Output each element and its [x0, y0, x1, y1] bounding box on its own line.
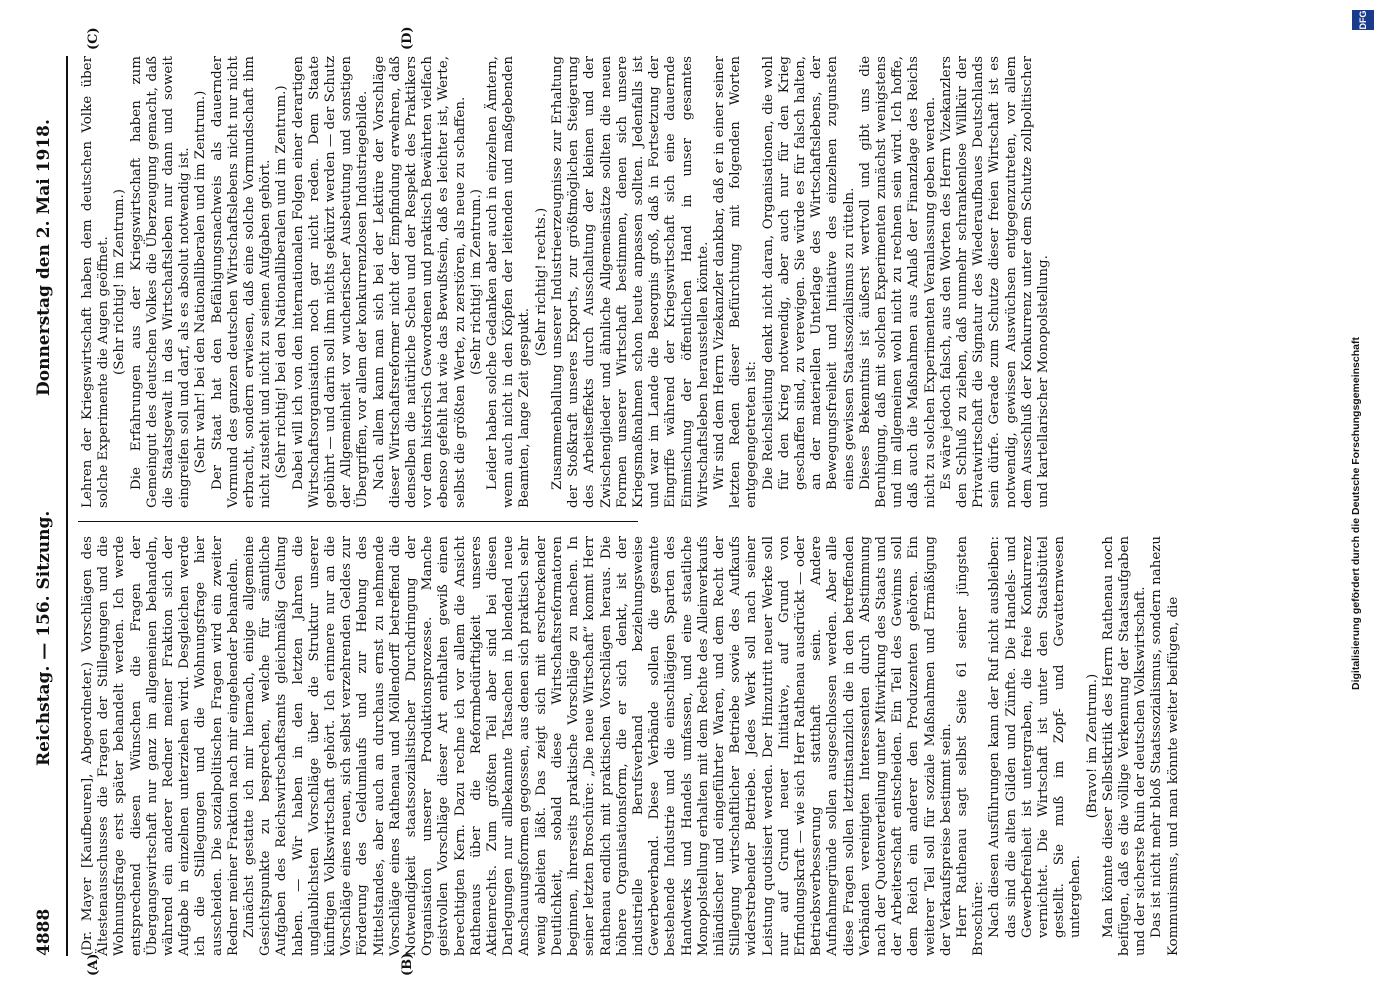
page-header: [30, 56, 68, 956]
paragraph: (Dr. Mayer [Kaufbeuren], Abgeordneter.) Vorschlägen des Ältestenausschusses die Fragen der Stillegungen und die Wohnungsfrage erst später behandelt werden. Ich werde entsprechend diesen Wünschen die Fragen der Übergangswirtschaft nur ganz im allgemeinen behandeln, während ein anderer Redner meiner Fraktion sich der Aufgabe in einzelnen unterziehen wird. Desgleichen werde ich die Stillegungen und die Wohnungsfrage hier ausscheiden. Die sozialpolitischen Fragen wird ein zweiter Redner meiner Fraktion nach mir eingehender behandeln.: [80, 536, 241, 956]
digitization-credit: Digitalisierung gefördert durch die Deutsche Forschungsgemeinschaft: [1350, 337, 1362, 690]
paragraph: Der Staat hat den Befähigungsnachweis als dauernder Vormund des ganzen deutschen Wirtschaftslebens nicht nur nicht erbracht, sondern erwiesen, daß eine solche Vormundschaft ihm nicht zusteht und nicht zu seinen Aufgaben gehört.: [209, 56, 274, 508]
right-text-column: [80, 55, 1051, 508]
column-divider: [78, 521, 638, 522]
margin-mark-d: (D): [400, 26, 415, 50]
interjection: (Sehr wahr! bei den Nationalliberalen und im Zentrum.): [193, 90, 209, 474]
interjection: (Sehr richtig! im Zentrum.): [112, 189, 128, 375]
margin-mark-b: (B): [400, 952, 415, 976]
paragraph: Nach allem kann man sich bei der Lektüre der Vorschläge dieser Wirtschaftsreformer nicht der Empfindung erwehren, daß denselben die natürliche Scheu und der Respekt des Praktikers vor dem historisch Gewordenen und praktisch Bewährten vielfach ebenso gefehlt hat wie das Bewußtsein, daß es leichter ist, Werte, selbst die größten Werte, zu zerstören, als neue zu schaffen.: [371, 56, 468, 508]
margin-mark-c: (C): [86, 27, 101, 50]
paragraph: Dabei will ich von den internationalen Folgen einer derartigen Wirtschaftsorganisation noch gar nicht reden. Dem Staate gebührt — und darin soll ihm nichts gekürzt werden — der Schutz der Allgemeinheit vor wucherischer Ausbeutung und sonstigen Übergriffen, vor allem der konkurrenzlosen Industriegebilde.: [290, 55, 371, 508]
left-text-column: [80, 536, 1181, 956]
paragraph: Herr Rathenau sagt selbst Seite 61 seiner jüngsten Broschüre:: [954, 536, 987, 956]
page-number: 4888: [34, 908, 54, 956]
interjection: (Sehr richtig! rechts.): [533, 207, 549, 357]
paragraph: Dieses Bekenntnis ist äußerst wertvoll und gibt uns die Beruhigung, daß mit solchen Experimenten zunächst wenigstens und im allgemeinen wohl nicht zu rechnen sein wird. Ich hoffe, daß auch die Maßnahmen aus Anlaß der Finanzlage des Reichs nicht zu solchen Experimenten Veranlassung geben werden.: [857, 56, 938, 508]
paragraph: Wir sind dem Herrn Vizekanzler dankbar, daß er in einer seiner letzten Reden dieser Befürchtung mit folgenden Worten entgegengetreten ist:: [711, 56, 760, 508]
block-quote: Nach diesen Ausführungen kann der Ruf nicht ausbleiben: das sind die alten Gilden und Zünfte. Die Handels- und Gewerbefreiheit ist untergraben, die freie Konkurrenz vernichtet. Die Wirtschaft ist unter den Staatsbüttel gestellt. Sie muß im Zopf- und Gevatternwesen untergehen.: [987, 536, 1084, 938]
paragraph: Lehren der Kriegswirtschaft haben dem deutschen Volke über solche Experimente die Augen geöffnet.: [80, 56, 112, 508]
interjection: (Sehr richtig! im Zentrum.): [468, 189, 484, 375]
paragraph: Zusammenballung unserer Industrieerzeugnisse zur Erhaltung der Stoßkraft unseres Exports, zur größtmöglichen Steigerung des Arbeitseffekts durch Ausschaltung der kleinen und der Zwischenglieder und ähnliche Allgemeinsätze sollten die neuen Formen unserer Wirtschaft bestimmen, denen sich unsere Kriegsmaßnahmen schon heute anpassen sollten. Jedenfalls ist und war im Lande die Besorgnis groß, daß in Fortsetzung der Eingriffe während der Kriegswirtschaft sich eine dauernde Einmischung der öffentlichen Hand in unser gesamtes Wirtschaftsleben herausstellen könnte.: [549, 56, 711, 508]
paragraph: Die Erfahrungen aus der Kriegswirtschaft haben zum Gemeingut des deutschen Volkes die Überzeugung gemacht, daß die Staatsgewalt in das Wirtschaftsleben nur dann und soweit eingreifen soll und darf, als es absolut notwendig ist.: [128, 56, 193, 508]
margin-mark-a: (A): [86, 953, 101, 976]
interjection: (Sehr richtig! bei den Nationalliberalen und im Zentrum.): [274, 85, 290, 479]
paragraph: Es wäre jedoch falsch, aus den Worten des Herrn Vizekanzlers den Schluß zu ziehen, daß nunmehr schrankenlose Willkür der Privatwirtschaft die Signatur des Wiederaufbaues Deutschlands sein dürfe. Gerade zum Schutze dieser freien Wirtschaft ist es notwendig, gewissen Auswüchsen entgegenzutreten, vor allem dem Ausschluß der Konkurrenz unter dem Schutze zollpolitischer und kartellarischer Monopolstellung.: [938, 56, 1051, 508]
paragraph: Man könnte dieser Selbstkritik des Herrn Rathenau noch beifügen, daß es die völlige Verkennung der Staatsaufgaben und der sicherste Ruin der deutschen Volkswirtschaft.: [1100, 536, 1149, 956]
paragraph: Das ist nicht mehr bloß Staatssozialismus, sondern nahezu Kommunismus, und man könnte weiter beifügen, die: [1149, 536, 1181, 956]
paragraph: Zunächst gestatte ich mir hiernach, einige allgemeine Gesichtspunkte zu besprechen, welche für sämtliche Aufgaben des Reichswirtschaftsamts gleichmäßig Geltung haben. — Wir haben in den letzten Jahren die unglaublichsten Vorschläge über die Struktur unserer künftigen Volkswirtschaft gehört. Ich erinnere nur an die Vorschläge eines neuen, sich selbst verzehrenden Geldes zur Förderung des Geldumlaufs und zur Hebung des Mittelstandes, aber auch an durchaus ernst zu nehmende Vorschläge eines Rathenau und Möllendorff betreffend die Notwendigkeit staatssozialistischer Durchdringung der Organisation unserer Produktionsprozesse. Manche geistvollen Vorschläge dieser Art enthalten gewiß einen berechtigten Kern. Dazu rechne ich vor allem die Ansicht Rathenaus über die Reformbedürftigkeit unseres Aktienrechts. Zum größten Teil aber sind bei diesen Darlegungen nur allbekannte Tatsachen in blendend neue Anschauungsformen gegossen, aus denen sich praktisch sehr wenig ableiten läßt. Das zeigt sich mit erschreckender Deutlichkeit, sobald diese Wirtschaftsreformatoren beginnen, ihrerseits praktische Vorschläge zu machen. In seiner letzten Broschüre: „Die neue Wirtschaft“ kommt Herr Rathenau endlich mit praktischen Vorschlägen heraus. Die höhere Organisationsform, die er sich denkt, ist der industrielle Berufsverband beziehungsweise Gewerbeverband. Diese Verbände sollen die gesamte bestehende Industrie und die einschlägigen Sparten des Handwerks und Handels umfassen, und eine staatliche Monopolstellung erhalten mit dem Rechte des Alleinverkaufs inländischer und eingeführter Waren, und dem Recht der Stillegung wirtschaftlicher Betriebe sowie des Aufkaufs widerstrebender Betriebe. Jedes Werk soll nach seiner Leistung quotisiert werden. Der Hinzutritt neuer Werke soll nur auf Grund neuer Initiative, auf Grund von Erfindungskraft — wie sich Herr Rathenau ausdrückt — oder Betriebsverbesserung statthaft sein. Andere Aufnahmegründe sollen ausgeschlossen werden. Aber alle diese Fragen sollen letztinstanzlich die in den betreffenden Verbänden vereinigten Interessenten durch Abstimmung nach der Quotenverteilung unter Mitwirkung des Staats und der Arbeiterschaft entscheiden. Ein Teil des Gewinns soll dem Reich ein anderer den Produzenten gehören. Ein weiterer Teil soll für soziale Maßnahmen und Ermäßigung der Verkaufspreise bestimmt sein.: [242, 536, 954, 956]
dfg-logo: DFG: [1352, 10, 1374, 30]
session-date: Donnerstag den 2. Mai 1918.: [34, 119, 54, 396]
paragraph: Leider haben solche Gedanken aber auch in einzelnen Ämtern, wenn auch nicht in den Köpfen der leitenden und maßgebenden Beamten, lange Zeit gespukt.: [485, 56, 533, 508]
publication-title: Reichstag. — 156. Sitzung.: [34, 510, 54, 766]
block-quote: Die Reichsleitung denkt nicht daran, Organisationen, die wohl für den Krieg notwendig, aber auch nur für den Krieg geschaffen sind, zu verewigen. Sie würde es für falsch halten, an der materiellen Unterlage des Wirtschaftslebens, der Bewegungsfreiheit und Initiative des einzelnen zugunsten eines gewissen Staatssozialismus zu rütteln.: [760, 56, 857, 490]
interjection: (Bravo! im Zentrum.): [1084, 673, 1100, 819]
